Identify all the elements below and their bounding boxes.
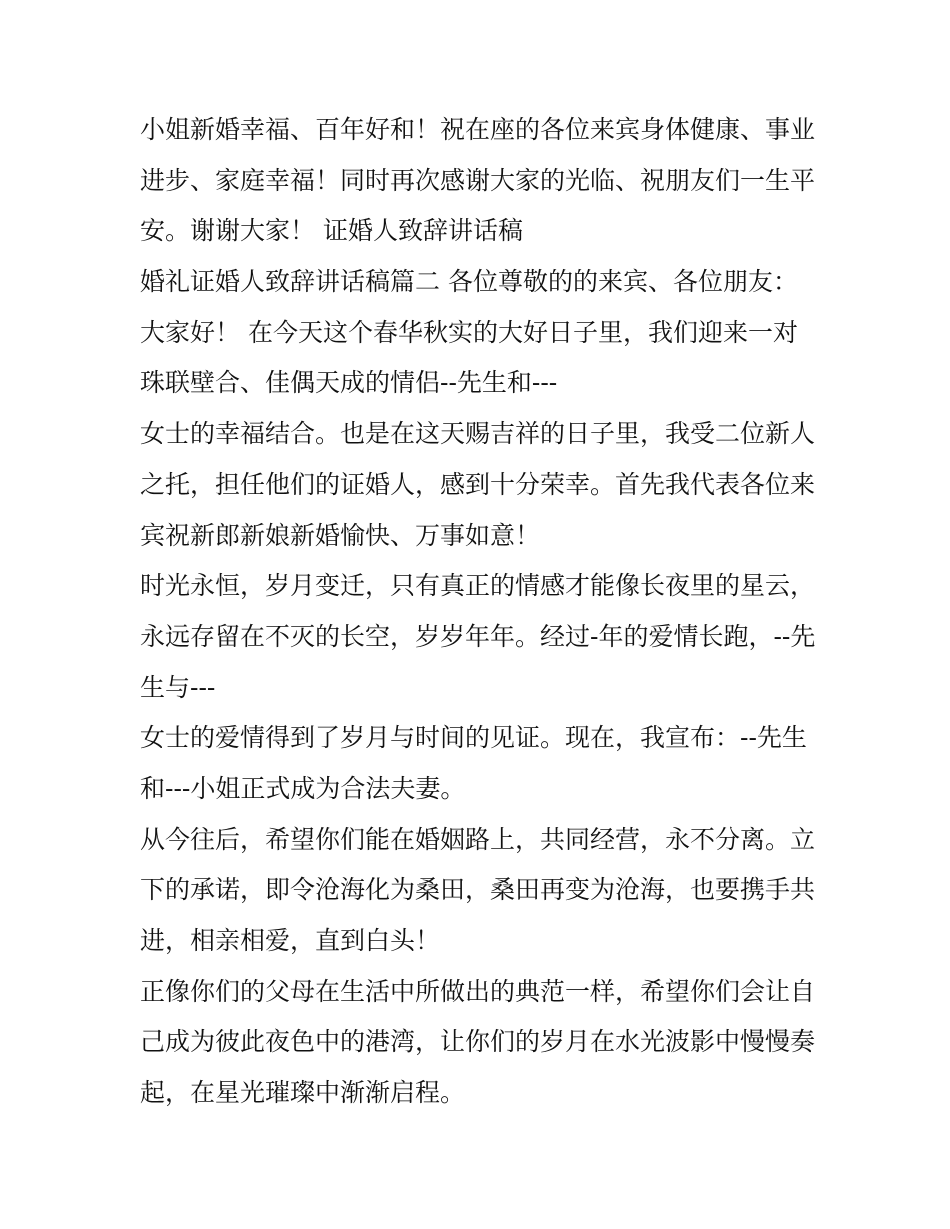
- text-line-8: 之托，担任他们的证婚人，感到十分荣幸。首先我代表各位来: [140, 469, 816, 499]
- text-line-6: 珠联壁合、佳偶天成的情侣--先生和---: [140, 368, 558, 398]
- text-line-3: 安。谢谢大家！ 证婚人致辞讲话稿: [140, 216, 523, 246]
- text-line-5: 大家好！ 在今天这个春华秋实的大好日子里，我们迎来一对: [140, 317, 798, 347]
- text-line-19: 己成为彼此夜色中的港湾，让你们的岁月在水光波影中慢慢奏: [140, 1027, 816, 1057]
- text-line-16: 下的承诺，即令沧海化为桑田，桑田再变为沧海，也要携手共: [140, 875, 816, 905]
- text-line-2: 进步、家庭幸福！同时再次感谢大家的光临、祝朋友们一生平: [140, 165, 816, 195]
- text-line-12: 生与---: [140, 672, 216, 702]
- text-line-9: 宾祝新郎新娘新婚愉快、万事如意！: [140, 520, 541, 550]
- text-line-10: 时光永恒，岁月变迁，只有真正的情感才能像长夜里的星云，: [140, 571, 816, 601]
- text-line-13: 女士的爱情得到了岁月与时间的见证。现在，我宣布：--先生: [140, 723, 807, 753]
- text-line-20: 起，在星光璀璨中渐渐启程。: [140, 1078, 466, 1108]
- text-line-15: 从今往后，希望你们能在婚姻路上，共同经营，永不分离。立: [140, 824, 816, 854]
- text-line-1: 小姐新婚幸福、百年好和！祝在座的各位来宾身体健康、事业: [140, 115, 816, 144]
- body-text: [140, 105, 830, 1119]
- text-line-18: 正像你们的父母在生活中所做出的典范一样，希望你们会让自: [140, 976, 816, 1006]
- text-line-14: 和---小姐正式成为合法夫妻。: [140, 773, 466, 803]
- text-line-11: 永远存留在不灭的长空，岁岁年年。经过-年的爱情长跑，--先: [140, 621, 816, 651]
- text-line-7: 女士的幸福结合。也是在这天赐吉祥的日子里，我受二位新人: [140, 419, 816, 449]
- text-line-4: 婚礼证婚人致辞讲话稿篇二 各位尊敬的的来宾、各位朋友：: [140, 267, 798, 297]
- text-line-17: 进，相亲相爱，直到白头！: [140, 926, 441, 955]
